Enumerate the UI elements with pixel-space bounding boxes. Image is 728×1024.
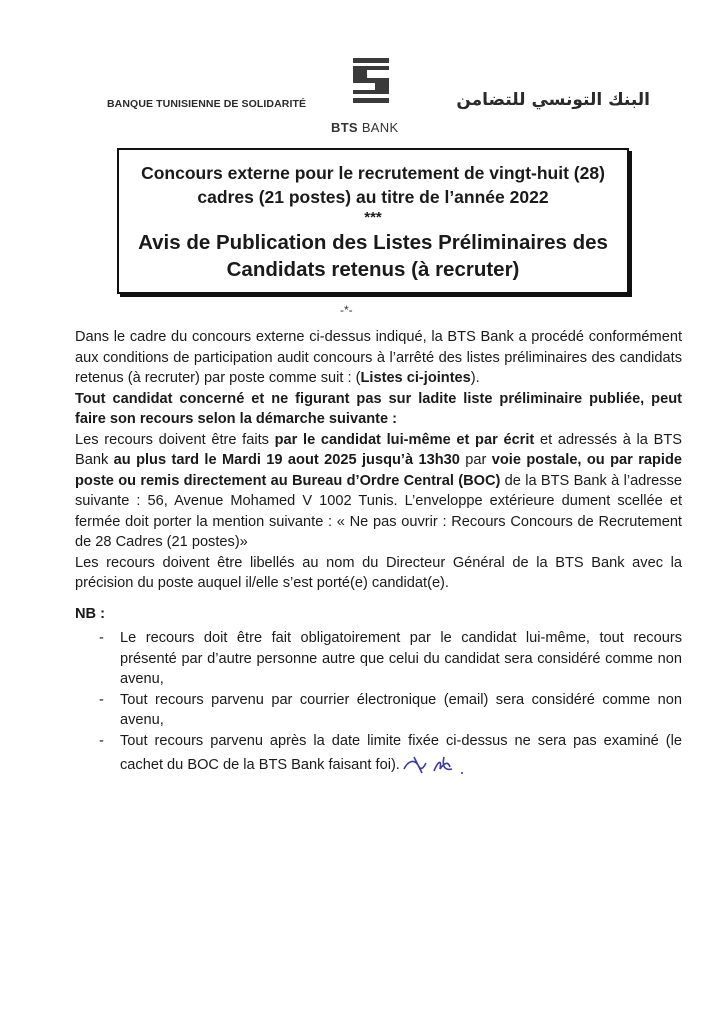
paragraph-recours-details [75,430,682,553]
p3-f: voie postale, ou par rapide poste ou remis directement au Bureau d’Ordre Central (BOC) [75,452,683,489]
bts-logo-icon [351,58,391,104]
p2-bold: Tout candidat concerné et ne figurant pas sur ladite liste préliminaire publiée, peut faire son recours selon la démarche suivante : [75,390,682,427]
p1-bold: Listes ci-jointes [360,370,471,386]
title-stars: *** [364,209,382,226]
p3-g: de la BTS Bank à l’adresse suivante : 56, Avenue Mohamed V 1002 Tunis. L’enveloppe extérieure dument scellée et fermée doit porter la mention suivante : « Ne pas ouvrir : Recours Concours de Recrutement de 28 Cadres (21 postes)» [75,472,682,550]
title-line-1: Concours externe pour le recrutement de vingt-huit (28) cadres (21 postes) au titre de l’année 2022 [141,163,605,207]
p3-c: et adressés à la BTS Bank [75,431,682,468]
nb-title: NB : [75,605,105,622]
nb-dash: - [99,732,104,749]
paragraph-intro [75,327,682,389]
nb-item-text: Tout recours parvenu par courrier électronique (email) sera considéré comme non avenu, [120,691,682,728]
p1-end: ). [470,370,480,386]
paragraph-recours-intro [75,389,682,430]
bts-bank-label [331,120,398,135]
nb-dash: - [99,630,104,646]
body-text [75,327,682,779]
nb-item [75,731,682,780]
nb-item [75,628,682,690]
p3-d: au plus tard le Mardi 19 aout 2025 jusqu’à 13h30 [113,452,460,468]
bank-name-arabic: البنك التونسي للتضامن [456,90,650,110]
p3-b: par le candidat lui-même et par écrit [274,431,535,448]
bank-name-french: BANQUE TUNISIENNE DE SOLIDARITÉ [107,98,307,110]
title-line-2: Avis de Publication des Listes Préliminaires des Candidats retenus (à recruter) [138,231,608,281]
p3-a: Les recours doivent être faits [75,431,275,448]
nb-item-text: Le recours doit être fait obligatoirement par le candidat lui-même, tout recours présenté par d’autre personne autre que celui du candidat sera considéré comme non avenu, [120,630,682,687]
nb-item [75,690,682,731]
bts-label-rest: BANK [357,120,399,135]
p3-e: par [459,452,492,468]
paragraph-libelles: Les recours doivent être libellés au nom du Directeur Général de la BTS Bank avec la précision du poste auquel il/elle s’est porté(e) candidat(e). [75,554,682,591]
handwritten-signature [400,751,480,779]
separator: -*- [340,303,353,317]
nb-list [75,628,682,779]
title-box [117,148,629,294]
nb-dash: - [99,691,104,708]
nb-item-text: Tout recours parvenu après la date limite fixée ci-dessus ne sera pas examiné (le cachet du BOC de la BTS Bank faisant foi). [120,732,682,773]
bts-label-bold: BTS [331,120,358,135]
p1-text: Dans le cadre du concours externe ci-dessus indiqué, la BTS Bank a procédé conformément aux conditions de participation audit concours à l’arrêté des listes préliminaires des candidats retenus (à recruter) par poste comme suit : ( [75,329,682,386]
